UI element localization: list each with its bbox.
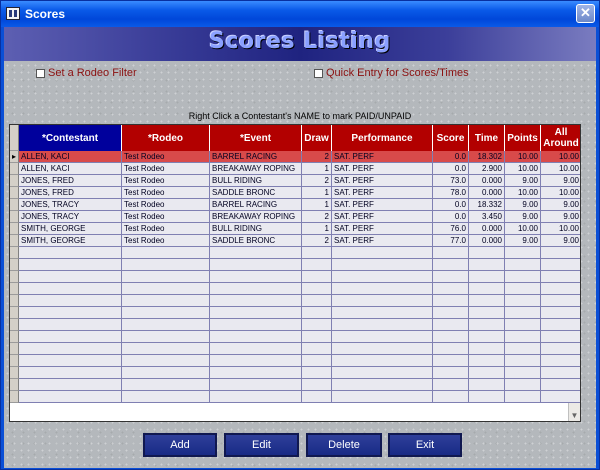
table-cell[interactable]: 10.00 [505,223,541,235]
table-cell[interactable]: SMITH, GEORGE [19,235,122,247]
table-cell[interactable]: 2 [302,151,332,163]
empty-cell[interactable] [469,343,505,355]
table-cell[interactable]: Test Rodeo [122,163,210,175]
table-cell[interactable]: Test Rodeo [122,187,210,199]
table-cell[interactable]: 10.00 [541,163,581,175]
close-button[interactable]: ✕ [576,4,595,23]
quick-entry-checkbox[interactable] [314,67,469,79]
quick-entry-checkbox-box[interactable] [314,69,323,78]
table-cell[interactable]: 10.00 [505,163,541,175]
exit-button[interactable]: Exit [388,433,462,457]
table-cell[interactable]: JONES, FRED [19,187,122,199]
empty-cell[interactable] [505,379,541,391]
empty-cell[interactable] [302,295,332,307]
table-cell[interactable]: 9.00 [541,211,581,223]
row-selector[interactable]: ▸ [10,151,19,163]
table-cell[interactable]: 9.00 [505,199,541,211]
empty-cell[interactable] [210,343,302,355]
empty-cell[interactable] [433,307,469,319]
empty-cell[interactable] [505,247,541,259]
empty-cell[interactable] [433,319,469,331]
empty-cell[interactable] [469,331,505,343]
empty-cell[interactable] [469,367,505,379]
row-selector[interactable] [10,211,19,223]
table-cell[interactable]: Test Rodeo [122,175,210,187]
empty-cell[interactable] [433,343,469,355]
table-cell[interactable]: 10.00 [541,151,581,163]
row-selector[interactable] [10,319,19,331]
empty-cell[interactable] [122,319,210,331]
instruction-text: Right Click a Contestant's NAME to mark PAID/UNPAID [188,111,412,121]
empty-cell[interactable] [541,355,581,367]
empty-cell[interactable] [302,271,332,283]
form-body [4,27,596,468]
empty-cell[interactable] [433,391,469,403]
empty-cell[interactable] [19,271,122,283]
empty-cell[interactable] [433,271,469,283]
table-cell[interactable]: SADDLE BRONC [210,187,302,199]
title-bar[interactable] [1,1,599,27]
empty-cell[interactable] [210,391,302,403]
table-cell[interactable]: Test Rodeo [122,211,210,223]
row-selector[interactable] [10,163,19,175]
scroll-down-icon[interactable]: ▼ [570,411,579,420]
table-cell[interactable]: BREAKAWAY ROPING [210,163,302,175]
table-cell[interactable]: JONES, FRED [19,175,122,187]
table-cell[interactable]: 1 [302,163,332,175]
table-cell[interactable]: 0.0 [433,151,469,163]
empty-cell[interactable] [433,295,469,307]
table-cell[interactable]: 10.00 [541,187,581,199]
empty-cell[interactable] [122,295,210,307]
table-cell[interactable]: SAT. PERF [332,223,433,235]
empty-cell[interactable] [122,259,210,271]
empty-cell[interactable] [332,259,433,271]
empty-cell[interactable] [469,379,505,391]
row-selector[interactable] [10,295,19,307]
empty-cell[interactable] [433,259,469,271]
column-header[interactable]: *Rodeo [122,125,210,151]
quick-entry-label: Quick Entry for Scores/Times [326,67,469,79]
empty-cell[interactable] [541,319,581,331]
page-title: Scores Listing [209,29,391,54]
row-selector[interactable] [10,223,19,235]
empty-cell[interactable] [505,367,541,379]
add-button[interactable]: Add [143,433,217,457]
table-cell[interactable]: 9.00 [505,175,541,187]
table-cell[interactable]: ALLEN, KACI [19,163,122,175]
table-cell[interactable]: 0.000 [469,187,505,199]
row-selector[interactable] [10,235,19,247]
table-cell[interactable]: BARREL RACING [210,151,302,163]
table-cell[interactable]: 73.0 [433,175,469,187]
table-cell[interactable]: BULL RIDING [210,223,302,235]
table-cell[interactable]: 10.00 [541,223,581,235]
row-selector[interactable] [10,355,19,367]
table-cell[interactable]: Test Rodeo [122,223,210,235]
empty-cell[interactable] [302,379,332,391]
empty-cell[interactable] [332,355,433,367]
table-cell[interactable]: 10.00 [505,187,541,199]
empty-cell[interactable] [210,271,302,283]
row-selector[interactable] [10,331,19,343]
table-cell[interactable]: 77.0 [433,235,469,247]
empty-cell[interactable] [122,355,210,367]
table-cell[interactable]: SAT. PERF [332,199,433,211]
empty-cell[interactable] [505,343,541,355]
empty-cell[interactable] [210,247,302,259]
empty-cell[interactable] [19,259,122,271]
row-selector[interactable] [10,259,19,271]
empty-cell[interactable] [302,367,332,379]
window-title: Scores [25,7,66,21]
empty-cell[interactable] [302,391,332,403]
table-cell[interactable]: Test Rodeo [122,235,210,247]
table-cell[interactable]: 0.0 [433,199,469,211]
empty-cell[interactable] [469,271,505,283]
empty-cell[interactable] [469,319,505,331]
table-cell[interactable]: 3.450 [469,211,505,223]
table-cell[interactable]: 9.00 [505,211,541,223]
rodeo-filter-label: Set a Rodeo Filter [48,67,137,79]
empty-cell[interactable] [541,295,581,307]
row-selector[interactable] [10,343,19,355]
empty-cell[interactable] [332,343,433,355]
empty-cell[interactable] [19,331,122,343]
empty-cell[interactable] [469,295,505,307]
empty-cell[interactable] [332,391,433,403]
row-selector[interactable] [10,247,19,259]
empty-cell[interactable] [332,319,433,331]
table-cell[interactable]: 10.00 [505,151,541,163]
column-header[interactable]: Score [433,125,469,151]
empty-cell[interactable] [505,391,541,403]
empty-cell[interactable] [302,319,332,331]
empty-cell[interactable] [122,271,210,283]
column-header[interactable]: Points [505,125,541,151]
table-cell[interactable]: 78.0 [433,187,469,199]
empty-cell[interactable] [332,307,433,319]
empty-cell[interactable] [210,367,302,379]
empty-cell[interactable] [122,247,210,259]
table-cell[interactable]: 76.0 [433,223,469,235]
empty-cell[interactable] [469,355,505,367]
table-cell[interactable]: SMITH, GEORGE [19,223,122,235]
column-header[interactable]: Performance [332,125,433,151]
table-cell[interactable]: 2.900 [469,163,505,175]
row-selector[interactable] [10,271,19,283]
banner [4,27,596,61]
empty-cell[interactable] [210,259,302,271]
empty-cell[interactable] [122,307,210,319]
table-cell[interactable]: JONES, TRACY [19,199,122,211]
table-cell[interactable]: 0.000 [469,235,505,247]
empty-cell[interactable] [302,343,332,355]
empty-cell[interactable] [433,379,469,391]
empty-cell[interactable] [122,343,210,355]
empty-cell[interactable] [541,331,581,343]
column-header[interactable]: *Contestant [19,125,122,151]
scores-grid[interactable] [9,124,581,422]
table-cell[interactable]: JONES, TRACY [19,211,122,223]
empty-cell[interactable] [541,283,581,295]
empty-cell[interactable] [541,259,581,271]
empty-cell[interactable] [210,295,302,307]
empty-cell[interactable] [122,379,210,391]
table-cell[interactable]: SAT. PERF [332,175,433,187]
empty-cell[interactable] [19,283,122,295]
table-cell[interactable]: 0.000 [469,223,505,235]
rodeo-filter-checkbox-box[interactable] [36,69,45,78]
table-cell[interactable]: 1 [302,223,332,235]
table-cell[interactable]: 9.00 [505,235,541,247]
empty-cell[interactable] [210,331,302,343]
table-cell[interactable]: Test Rodeo [122,151,210,163]
empty-cell[interactable] [469,391,505,403]
table-cell[interactable]: 2 [302,175,332,187]
column-header[interactable]: All Around [541,125,581,151]
column-header[interactable]: Time [469,125,505,151]
empty-cell[interactable] [122,367,210,379]
empty-cell[interactable] [541,247,581,259]
empty-cell[interactable] [210,307,302,319]
table-cell[interactable]: Test Rodeo [122,199,210,211]
table-cell[interactable]: SAT. PERF [332,235,433,247]
empty-cell[interactable] [302,331,332,343]
empty-cell[interactable] [332,247,433,259]
empty-cell[interactable] [122,283,210,295]
table-cell[interactable]: BARREL RACING [210,199,302,211]
empty-cell[interactable] [332,283,433,295]
empty-cell[interactable] [541,391,581,403]
empty-cell[interactable] [433,367,469,379]
table-cell[interactable]: 2 [302,211,332,223]
app-icon [6,7,20,20]
empty-cell[interactable] [505,307,541,319]
table-cell[interactable]: 0.000 [469,175,505,187]
column-header[interactable]: *Event [210,125,302,151]
rodeo-filter-checkbox[interactable] [36,67,137,79]
table-cell[interactable]: SAT. PERF [332,187,433,199]
column-header[interactable]: Draw [302,125,332,151]
table-cell[interactable]: BREAKAWAY ROPING [210,211,302,223]
row-selector[interactable] [10,283,19,295]
table-cell[interactable]: 9.00 [541,175,581,187]
empty-cell[interactable] [505,355,541,367]
empty-cell[interactable] [122,331,210,343]
delete-button[interactable]: Delete [306,433,382,457]
table-cell[interactable]: 1 [302,199,332,211]
row-selector[interactable] [10,391,19,403]
empty-cell[interactable] [19,295,122,307]
empty-cell[interactable] [541,343,581,355]
empty-cell[interactable] [302,355,332,367]
empty-cell[interactable] [505,259,541,271]
table-cell[interactable]: BULL RIDING [210,175,302,187]
empty-cell[interactable] [302,307,332,319]
empty-cell[interactable] [19,307,122,319]
grid-corner [10,125,19,151]
empty-cell[interactable] [210,379,302,391]
empty-cell[interactable] [332,295,433,307]
empty-cell[interactable] [302,283,332,295]
empty-cell[interactable] [433,355,469,367]
empty-cell[interactable] [469,283,505,295]
empty-cell[interactable] [505,319,541,331]
table-cell[interactable]: ALLEN, KACI [19,151,122,163]
empty-cell[interactable] [505,271,541,283]
empty-cell[interactable] [210,283,302,295]
row-selector[interactable] [10,379,19,391]
table-cell[interactable]: 0.0 [433,163,469,175]
table-cell[interactable]: SADDLE BRONC [210,235,302,247]
empty-cell[interactable] [505,331,541,343]
empty-cell[interactable] [541,367,581,379]
empty-cell[interactable] [302,259,332,271]
empty-cell[interactable] [433,283,469,295]
empty-cell[interactable] [332,367,433,379]
table-cell[interactable]: 0.0 [433,211,469,223]
empty-cell[interactable] [469,259,505,271]
row-selector[interactable] [10,199,19,211]
row-selector[interactable] [10,307,19,319]
empty-cell[interactable] [122,391,210,403]
row-selector[interactable] [10,187,19,199]
table-cell[interactable]: 9.00 [541,235,581,247]
empty-cell[interactable] [433,247,469,259]
empty-cell[interactable] [19,343,122,355]
empty-cell[interactable] [332,379,433,391]
table-cell[interactable]: SAT. PERF [332,151,433,163]
empty-cell[interactable] [19,319,122,331]
table-cell[interactable]: 18.332 [469,199,505,211]
table-cell[interactable]: 9.00 [541,199,581,211]
empty-cell[interactable] [541,379,581,391]
empty-cell[interactable] [541,271,581,283]
empty-cell[interactable] [210,319,302,331]
empty-cell[interactable] [302,247,332,259]
empty-cell[interactable] [332,271,433,283]
edit-button[interactable]: Edit [224,433,299,457]
empty-cell[interactable] [19,379,122,391]
empty-cell[interactable] [541,307,581,319]
row-selector[interactable] [10,367,19,379]
row-selector[interactable] [10,175,19,187]
empty-cell[interactable] [469,247,505,259]
table-cell[interactable]: 2 [302,235,332,247]
table-cell[interactable]: SAT. PERF [332,163,433,175]
table-cell[interactable]: 18.302 [469,151,505,163]
empty-cell[interactable] [469,307,505,319]
empty-cell[interactable] [19,367,122,379]
empty-cell[interactable] [19,355,122,367]
empty-cell[interactable] [332,331,433,343]
empty-cell[interactable] [19,391,122,403]
table-cell[interactable]: 1 [302,187,332,199]
empty-cell[interactable] [210,355,302,367]
empty-cell[interactable] [19,247,122,259]
table-cell[interactable]: SAT. PERF [332,211,433,223]
empty-cell[interactable] [505,295,541,307]
empty-cell[interactable] [433,331,469,343]
empty-cell[interactable] [505,283,541,295]
